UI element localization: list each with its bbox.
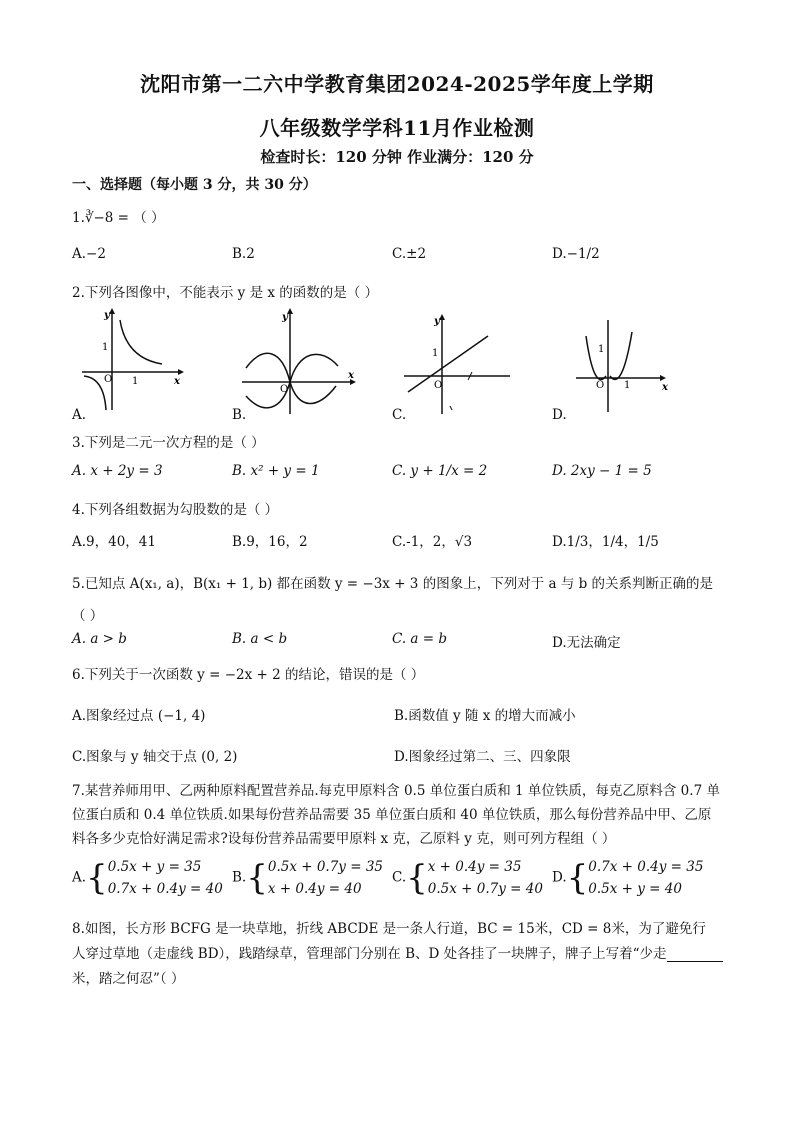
svg-text:O: O <box>596 380 605 391</box>
q6-option-d: D.图象经过第二、三、四象限 <box>394 749 571 765</box>
q2-label-d: D. <box>552 407 567 423</box>
q1-option-c: C.±2 <box>392 246 427 262</box>
q5-stem-cont: （ ） <box>72 608 104 624</box>
q1-option-d: D.−1/2 <box>552 246 600 262</box>
q8-stem-line1: 8.如图，长方形 BCFG 是一块草地，折线 ABCDE 是一条人行道，BC = 15米，CD = 8米，为了避免行 <box>72 921 706 937</box>
q2-graph-a <box>74 306 184 416</box>
q7-b-eq2: x + 0.4y = 40 <box>267 881 362 897</box>
q8-answer-blank <box>667 947 723 962</box>
q7-a-eq2: 0.7x + 0.4y = 40 <box>107 881 223 897</box>
section-heading: 一、选择题（每小题 3 分，共 30 分） <box>72 177 317 193</box>
q3-option-d: D. 2xy − 1 = 5 <box>552 463 652 479</box>
q4-option-b: B.9，16，2 <box>232 534 308 550</box>
q2-stem: 2.下列各图像中，不能表示 y 是 x 的函数的是（ ） <box>72 285 379 301</box>
q4-option-a: A.9，40，41 <box>72 534 156 550</box>
q3-stem: 3.下列是二元一次方程的是（ ） <box>72 435 265 451</box>
q7-d-eq2: 0.5x + y = 40 <box>588 881 682 897</box>
exam-info: 检查时长：120 分钟 作业满分：120 分 <box>260 148 534 166</box>
q7-option-c-label: C. <box>392 869 407 886</box>
q8-stem-line2-text: 人穿过草地（走虚线 BD），践踏绿草，管理部门分别在 B、D 处各挂了一块牌子，牌子上写着“少走 <box>72 946 667 962</box>
q4-option-c: C.-1，2，√3 <box>392 534 473 550</box>
q5-option-d: D.无法确定 <box>552 635 621 651</box>
q2-graph-b <box>238 306 358 416</box>
q7-brace-c: { <box>406 858 428 898</box>
q6-option-c: C.图象与 y 轴交于点 (0, 2) <box>72 749 238 765</box>
q2-label-b: B. <box>232 407 247 423</box>
q7-a-eq1: 0.5x + y = 35 <box>107 859 202 875</box>
q3-option-b: B. x² + y = 1 <box>232 463 320 479</box>
q7-stem-line1: 7.某营养师用甲、乙两种原料配置营养品.每克甲原料含 0.5 单位蛋白质和 1 单位铁质，每克乙原料含 0.7 单 <box>72 783 720 799</box>
svg-text:O: O <box>434 380 443 391</box>
q2-label-c: C. <box>392 407 407 423</box>
q2-label-a: A. <box>72 407 87 423</box>
q8-stem-line3: 米，踏之何忍”（ ） <box>72 971 185 987</box>
q1-stem: 1.∛−8 = （ ） <box>72 210 165 226</box>
q7-option-a-label: A. <box>72 869 87 886</box>
svg-text:y: y <box>282 312 288 323</box>
q7-stem-line3: 料各多少克恰好满足需求?设每份营养品需要甲原料 x 克，乙原料 y 克，则可列方程组（ ） <box>72 831 616 847</box>
q7-option-d-label: D. <box>552 869 567 886</box>
q3-option-c: C. y + 1/x = 2 <box>392 463 488 479</box>
q8-stem-line2 <box>72 942 723 962</box>
q4-stem: 4.下列各组数据为勾股数的是（ ） <box>72 502 279 518</box>
svg-text:x: x <box>174 376 180 387</box>
q6-option-a: A.图象经过点 (−1, 4) <box>72 708 206 724</box>
q2-graph-c <box>402 310 516 416</box>
svg-text:1: 1 <box>132 376 139 387</box>
q2-graph-d <box>574 316 670 414</box>
q5-option-a: A. a > b <box>72 631 127 647</box>
q7-stem-line2: 位蛋白质和 0.4 单位铁质.如果每份营养品需要 35 单位蛋白质和 40 单位铁质，那么每份营养品中甲、乙原 <box>72 807 712 823</box>
q7-brace-d: { <box>566 858 589 898</box>
q7-brace-b: { <box>246 858 268 898</box>
svg-text:y: y <box>104 310 110 321</box>
q1-option-b: B.2 <box>232 246 255 262</box>
q1-option-a: A.−2 <box>72 246 106 262</box>
q3-option-a: A. x + 2y = 3 <box>72 463 163 479</box>
q6-stem: 6.下列关于一次函数 y = −2x + 2 的结论，错误的是（ ） <box>72 667 425 683</box>
q5-option-b: B. a < b <box>232 631 288 647</box>
q7-option-c <box>392 856 543 900</box>
q4-option-d: D.1/3，1/4，1/5 <box>552 534 659 550</box>
q5-stem: 5.已知点 A(x₁, a)，B(x₁ + 1, b) 都在函数 y = −3x + 3 的图象上，下列对于 a 与 b 的关系判断正确的是 <box>72 576 714 592</box>
svg-text:x: x <box>348 370 354 381</box>
q7-option-b <box>232 856 383 900</box>
svg-text:1: 1 <box>432 348 439 359</box>
svg-text:O: O <box>104 374 113 385</box>
q7-c-eq2: 0.5x + 0.7y = 40 <box>427 881 543 897</box>
q6-option-b: B.函数值 y 随 x 的增大而减小 <box>394 708 576 724</box>
q7-c-eq1: x + 0.4y = 35 <box>427 859 522 875</box>
q7-brace-a: { <box>86 858 108 898</box>
q7-option-b-label: B. <box>232 869 247 886</box>
svg-text:1: 1 <box>624 380 631 391</box>
q5-option-c: C. a = b <box>392 631 448 647</box>
q7-option-a <box>72 856 223 900</box>
q7-option-d <box>552 856 703 900</box>
svg-text:1: 1 <box>102 342 109 353</box>
svg-text:1: 1 <box>598 344 605 355</box>
svg-text:y: y <box>434 316 440 327</box>
q7-b-eq1: 0.5x + 0.7y = 35 <box>267 859 384 875</box>
q7-d-eq1: 0.7x + 0.4y = 35 <box>588 859 704 875</box>
svg-text:O: O <box>280 384 289 395</box>
exam-title-line1: 沈阳市第一二六中学教育集团2024-2025学年度上学期 <box>140 72 654 96</box>
svg-text:x: x <box>662 382 668 393</box>
exam-title-line2: 八年级数学学科11月作业检测 <box>259 116 535 140</box>
